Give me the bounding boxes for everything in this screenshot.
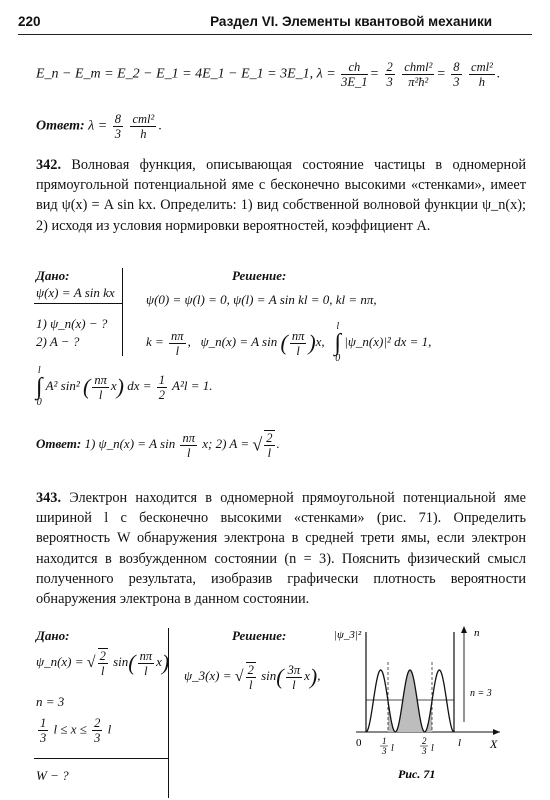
reshenie-label-343: Решение: [232, 628, 287, 643]
svg-text:2: 2 [422, 736, 427, 746]
given-divider-342 [34, 303, 122, 304]
y-axis-label: |ψ_3|² [334, 629, 362, 641]
answer-lambda: Ответ: λ = $\frac{8}{3}$ $\frac{\text{cml²}}{h}$ . [36, 112, 162, 141]
psi3-expression: ψ_3(x) = √ $\frac{2}{l}$ sin( $\frac{3\pi}{l}$ x), [184, 662, 321, 692]
shaded-middle-third [366, 670, 454, 732]
given-psi-342: ψ(x) = A sin kx [36, 285, 115, 300]
problem-342-statement: 342. Волновая функция, описывающая состояние частицы в одномерной прямоугольной потенциальной яме с бесконечно высокими «стенками», имеет вид ψ(x) = A sin kx. Определить: 1) вид собственной волновой функции ψ_n(x); 2) исходя из условия нормировки вероятностей, коэффициент A. [36, 157, 526, 234]
boundary-conditions: ψ(0) = ψ(l) = 0, ψ(l) = A sin kl = 0, kl = nπ, [146, 292, 377, 307]
tick-two-thirds-label [420, 736, 434, 756]
page-number: 220 [18, 14, 41, 29]
answer-342: Ответ: 1) ψ_n(x) = A sin $\frac{n\pi}{l}$ x; 2) A = √ $\frac{2}{l}$ . [36, 430, 280, 460]
dano-label-342: Дано: [36, 268, 70, 283]
given-psi-343: ψ_n(x) = √ $\frac{2}{l}$ sin( $\frac{n\pi}{l}$ x) [36, 648, 170, 678]
svg-text:3: 3 [382, 746, 387, 756]
figure-caption: Рис. 71 [398, 767, 436, 781]
question-1-342: 1) ψ_n(x) − ? [36, 316, 108, 331]
origin-label: 0 [356, 737, 362, 749]
question-2-342: 2) A − ? [36, 334, 80, 349]
k-psi-normalization: k = $\frac{n\pi}{l}$ , ψ_n(x) = A sin ( $\frac{n\pi}{l}$ )x, l ∫ 0 |ψ_n(x)|² dx = 1, [146, 321, 432, 364]
n-equals-3: n = 3 [36, 694, 65, 709]
tick-one-third-label [380, 736, 394, 756]
figure-71-probability-density [330, 622, 530, 800]
n-axis-label: n [474, 627, 480, 639]
page-header [18, 12, 532, 35]
given-divider-343 [34, 758, 168, 759]
problem-343-statement: 343. Электрон находится в одномерной прямоугольной потенциальной яме шириной l с бесконечно высокими «стенками» (рис. 71). Определить вероятность W обнаружения электрона в средней трети ямы, если электрон находится в возбужденном состоянии (n = 3). Пояснить физический смысл полученного результата, изобразив графически плотность вероятности обнаружения электрона в данном состоянии. [36, 490, 527, 608]
chapter-title: Раздел VI. Элементы квантовой механики [210, 14, 492, 29]
dano-label-343: Дано: [36, 628, 70, 643]
svg-text:l: l [431, 743, 434, 754]
interval-condition: $\frac{1}{3}$ l ≤ x ≤ $\frac{2}{3}$ l [40, 716, 112, 745]
x-axis-label: X [490, 737, 498, 751]
find-w: W − ? [36, 768, 69, 783]
reshenie-label-342: Решение: [232, 268, 287, 283]
svg-text:1: 1 [382, 736, 387, 746]
normalization-integral: l ∫ 0 A² sin² ( $\frac{n\pi}{l}$ x) dx = $\frac{1}{2}$ A²l = 1. [36, 365, 213, 408]
svg-text:l: l [391, 743, 394, 754]
dano-border-342 [122, 268, 123, 356]
n3-level-label: n = 3 [470, 688, 492, 699]
energy-difference-equation: E_n − E_m = E_2 − E_1 = 4E_1 − E_1 = 3E_1, λ = $\frac{ch}{3E\_1}$ = $\frac{2}{3}$ $\frac{\text{chml²}}{\text{π²ħ²}}$ = $\frac{8}{3}$ $\frac{\text{cml²}}{h}$ . [36, 60, 501, 89]
svg-text:3: 3 [422, 746, 427, 756]
l-label: l [458, 737, 462, 749]
